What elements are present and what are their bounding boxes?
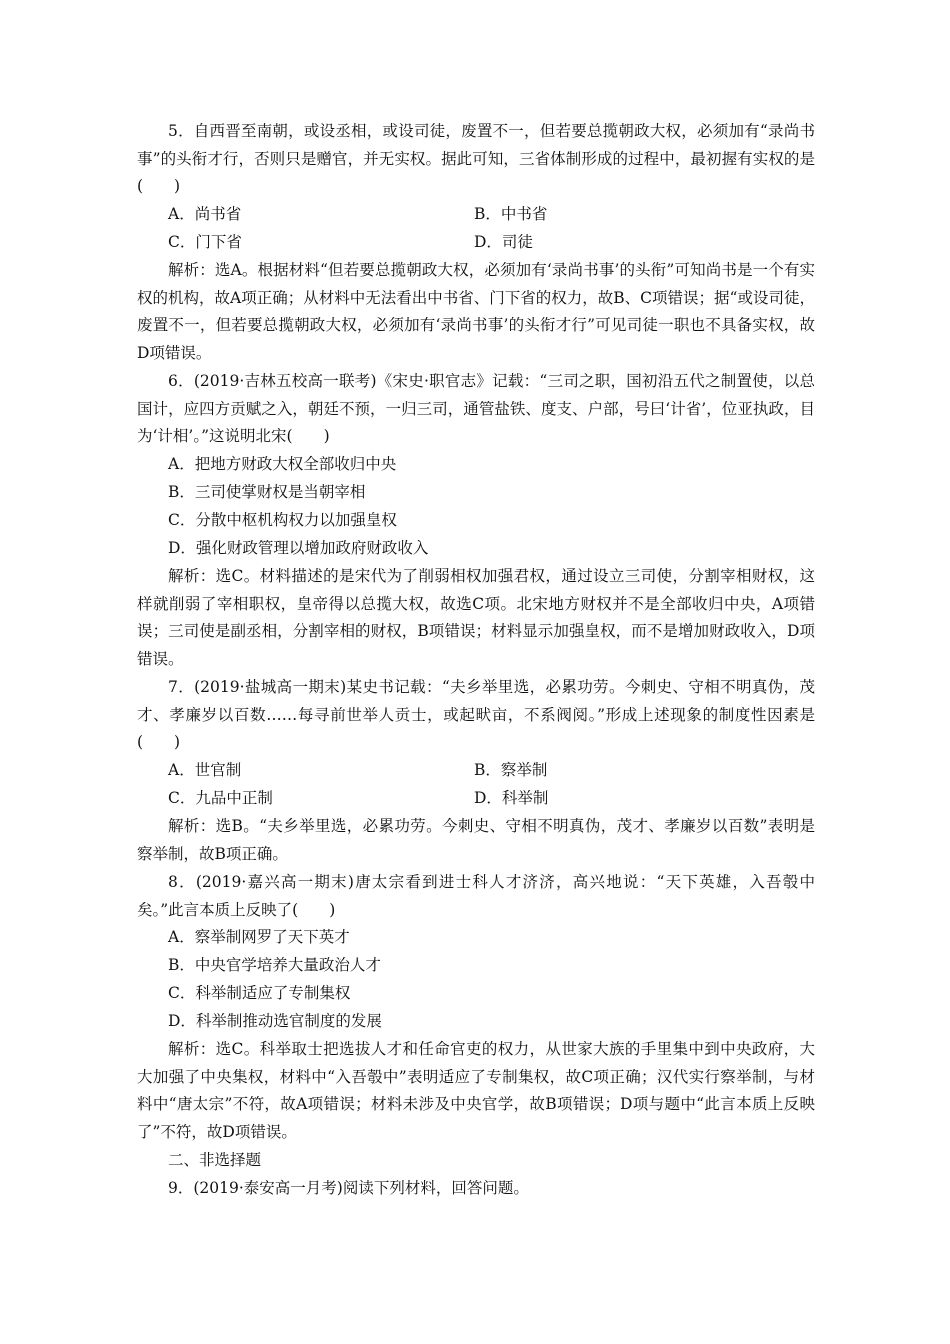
question-8-analysis: 解析：选C。科举取士把选拔人才和任命官吏的权力，从世家大族的手里集中到中央政府，大大加强了中央集权，材料中“入吾彀中”表明适应了专制集权，故C项正确；汉代实行察举制，与材料中“唐太宗”不符，故A项错误；材料未涉及中央官学，故B项错误；D项与题中“此言本质上反映了”不符，故D项错误。 [137,1040,815,1141]
question-5-option-d: D．司徒 [474,233,533,251]
question-7-analysis: 解析：选B。“夫乡举里选，必累功劳。今刺史、守相不明真伪，茂才、孝廉岁以百数”表明是察举制，故B项正确。 [137,817,815,863]
question-7-option-c: C．九品中正制 [168,789,273,807]
question-9-stem: 9．(2019·泰安高一月考)阅读下列材料，回答问题。 [168,1179,529,1197]
question-7-option-d: D．科举制 [474,789,549,807]
question-5-analysis: 解析：选A。根据材料“但若要总揽朝政大权，必须加有‘录尚书事’的头衔”可知尚书是一个有实权的机构，故A项正确；从材料中无法看出中书省、门下省的权力，故B、C项错误；据“或设司徒，废置不一，但若要总揽朝政大权，必须加有‘录尚书事’的头衔才行”可见司徒一职也不具备实权，故D项错误。 [137,261,815,362]
question-8-option-d: D．科举制推动选官制度的发展 [168,1012,382,1030]
question-8-stem: 8．(2019·嘉兴高一期末)唐太宗看到进士科人才济济，高兴地说：“天下英雄，入吾彀中矣。”此言本质上反映了( ) [137,873,815,919]
question-5-stem: 5．自西晋至南朝，或设丞相，或设司徒，废置不一，但若要总揽朝政大权，必须加有“录尚书事”的头衔才行，否则只是赠官，并无实权。据此可知，三省体制形成的过程中，最初握有实权的是( ) [137,122,815,196]
question-8-option-c: C．科举制适应了专制集权 [168,984,351,1002]
question-5-option-b: B．中书省 [474,205,548,223]
question-6-option-d: D．强化财政管理以增加政府财政收入 [168,539,429,557]
question-6-option-b: B．三司使掌财权是当朝宰相 [168,483,366,501]
question-7-option-b: B．察举制 [474,761,548,779]
question-6-option-c: C．分散中枢机构权力以加强皇权 [168,511,397,529]
question-5-option-a: A．尚书省 [168,205,242,223]
question-6-analysis: 解析：选C。材料描述的是宋代为了削弱相权加强君权，通过设立三司使，分割宰相财权，这样就削弱了宰相职权，皇帝得以总揽大权，故选C项。北宋地方财权并不是全部收归中央，A项错误；三司使是副丞相，分割宰相的财权，B项错误；材料显示加强皇权，而不是增加财政收入，D项错误。 [137,567,815,668]
question-8-option-a: A．察举制网罗了天下英才 [168,928,350,946]
question-6-stem: 6．(2019·吉林五校高一联考)《宋史·职官志》记载：“三司之职，国初沿五代之制置使，以总国计，应四方贡赋之入，朝廷不预，一归三司，通管盐铁、度支、户部，号曰‘计省’，位亚执政，目为‘计相’。”这说明北宋( ) [137,372,815,446]
question-7-option-a: A．世官制 [168,761,242,779]
question-6-option-a: A．把地方财政大权全部收归中央 [168,455,397,473]
question-8-option-b: B．中央官学培养大量政治人才 [168,956,381,974]
section-heading: 二、非选择题 [168,1151,262,1169]
question-5-option-c: C．门下省 [168,233,242,251]
question-7-stem: 7．(2019·盐城高一期末)某史书记载：“夫乡举里选，必累功劳。今刺史、守相不明真伪，茂才、孝廉岁以百数……每寻前世举人贡士，或起畎亩，不系阀阅。”形成上述现象的制度性因素是( ) [137,678,815,752]
